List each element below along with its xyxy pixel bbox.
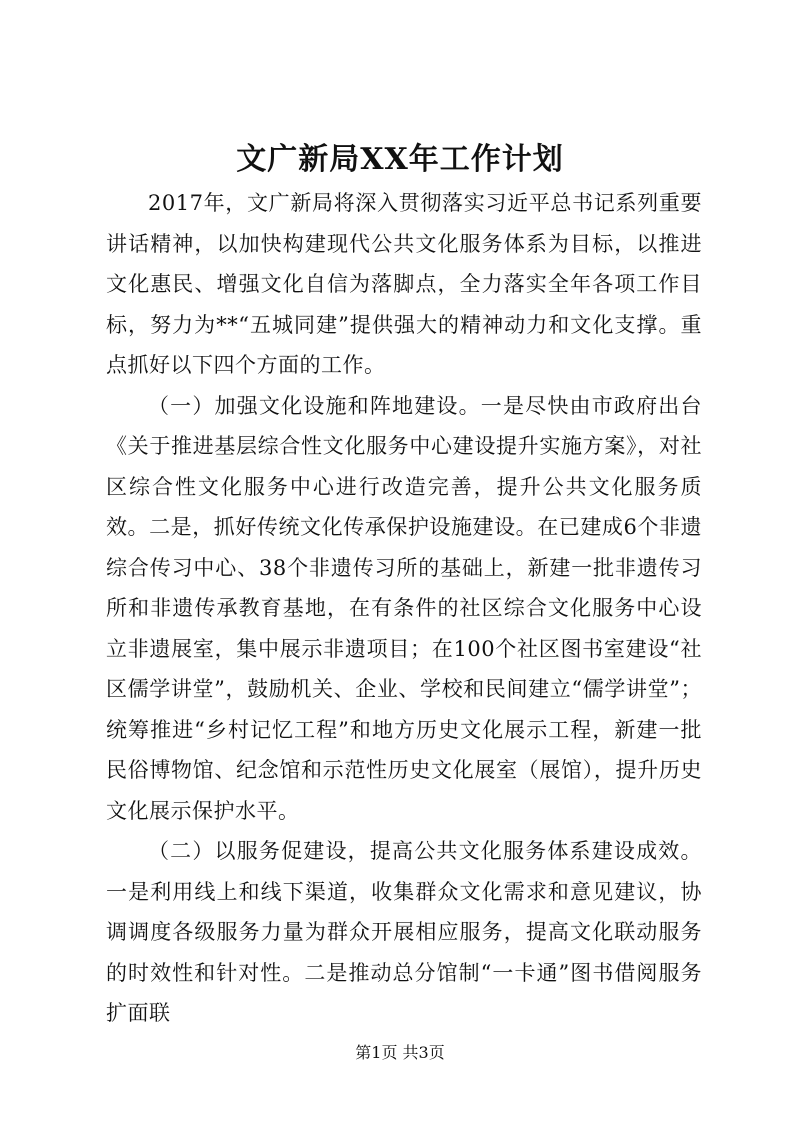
document-title: 文广新局XX年工作计划 <box>236 142 564 177</box>
paragraph-section-2: （二）以服务促建设，提高公共文化服务体系建设成效。一是利用线上和线下渠道，收集群众文化需求和意见建议，协调调度各级服务力量为群众开展相应服务，提高文化联动服务的时效性和针对性。二是推动总分馆制“一卡通”图书借阅服务扩面联 <box>106 839 702 1025</box>
paragraph-intro: 2017年，文广新局将深入贯彻落实习近平总书记系列重要讲话精神，以加快构建现代公共文化服务体系为目标，以推进文化惠民、增强文化自信为落脚点，全力落实全年各项工作目标，努力为**“五城同建”提供强大的精神动力和文化支撑。重点抓好以下四个方面的工作。 <box>106 191 702 377</box>
document-body <box>106 183 702 1034</box>
paragraph-section-1: （一）加强文化设施和阵地建设。一是尽快由市政府出台《关于推进基层综合性文化服务中心建设提升实施方案》，对社区综合性文化服务中心进行改造完善，提升公共文化服务质效。二是，抓好传统文化传承保护设施建设。在已建成6个非遗综合传习中心、38个非遗传习所的基础上，新建一批非遗传习所和非遗传承教育基地，在有条件的社区综合文化服务中心设立非遗展室，集中展示非遗项目；在100个社区图书室建设“社区儒学讲堂”，鼓励机关、企业、学校和民间建立“儒学讲堂”；统筹推进“乡村记忆工程”和地方历史文化展示工程，新建一批民俗博物馆、纪念馆和示范性历史文化展室（展馆），提升历史文化展示保护水平。 <box>106 393 702 823</box>
page-footer: 第1页 共3页 <box>355 1043 445 1062</box>
